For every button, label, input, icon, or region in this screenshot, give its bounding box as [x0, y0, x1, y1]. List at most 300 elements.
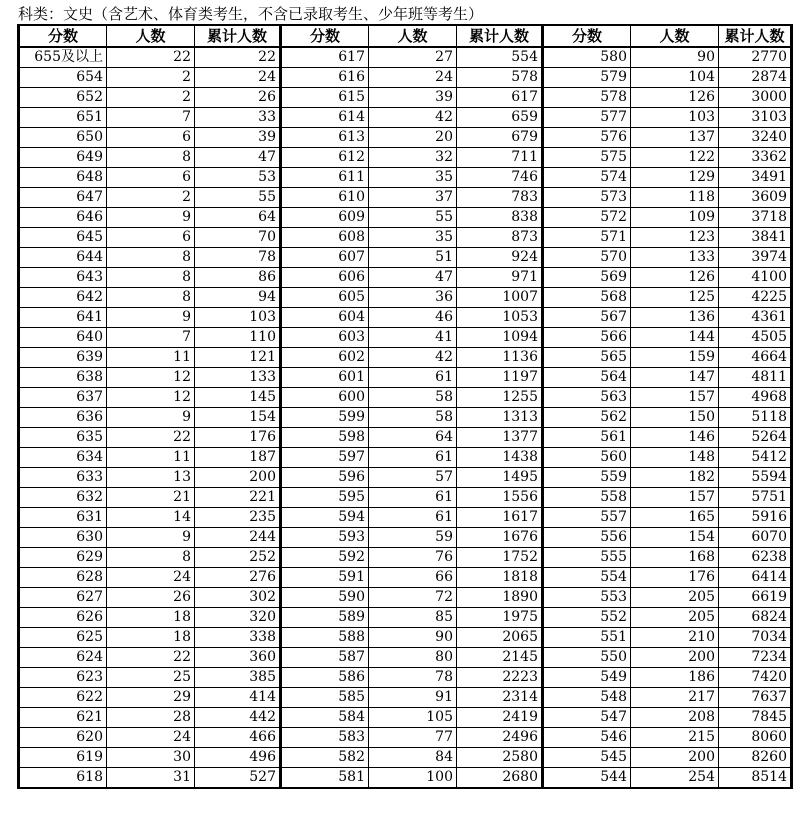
count-cell: 118: [631, 188, 719, 208]
table-row: [19, 368, 792, 388]
score-cell: 628: [19, 568, 107, 588]
score-cell: 594: [281, 508, 369, 528]
score-cell: 612: [281, 148, 369, 168]
count-cell: 147: [631, 368, 719, 388]
cumulative-cell: 7234: [719, 648, 792, 668]
column-header: 分数: [543, 25, 631, 47]
count-cell: 200: [631, 648, 719, 668]
cumulative-cell: 1136: [457, 348, 543, 368]
cumulative-cell: 385: [195, 668, 281, 688]
count-cell: 9: [107, 208, 195, 228]
count-cell: 24: [369, 68, 457, 88]
cumulative-cell: 3974: [719, 248, 792, 268]
cumulative-cell: 6619: [719, 588, 792, 608]
count-cell: 125: [631, 288, 719, 308]
score-cell: 624: [19, 648, 107, 668]
score-cell: 643: [19, 268, 107, 288]
score-distribution-table: [17, 24, 793, 789]
cumulative-cell: 4811: [719, 368, 792, 388]
cumulative-cell: 1556: [457, 488, 543, 508]
cumulative-cell: 276: [195, 568, 281, 588]
cumulative-cell: 1617: [457, 508, 543, 528]
cumulative-cell: 5264: [719, 428, 792, 448]
count-cell: 176: [631, 568, 719, 588]
score-cell: 576: [543, 128, 631, 148]
cumulative-cell: 2496: [457, 728, 543, 748]
count-cell: 25: [107, 668, 195, 688]
cumulative-cell: 221: [195, 488, 281, 508]
score-cell: 637: [19, 388, 107, 408]
score-cell: 565: [543, 348, 631, 368]
score-cell: 587: [281, 648, 369, 668]
count-cell: 109: [631, 208, 719, 228]
count-cell: 157: [631, 388, 719, 408]
score-cell: 607: [281, 248, 369, 268]
cumulative-cell: 5594: [719, 468, 792, 488]
score-cell: 613: [281, 128, 369, 148]
cumulative-cell: 5916: [719, 508, 792, 528]
score-cell: 603: [281, 328, 369, 348]
cumulative-cell: 2145: [457, 648, 543, 668]
score-cell: 546: [543, 728, 631, 748]
cumulative-cell: 4225: [719, 288, 792, 308]
cumulative-cell: 838: [457, 208, 543, 228]
cumulative-cell: 1975: [457, 608, 543, 628]
count-cell: 55: [369, 208, 457, 228]
count-cell: 7: [107, 328, 195, 348]
cumulative-cell: 6070: [719, 528, 792, 548]
count-cell: 215: [631, 728, 719, 748]
cumulative-cell: 6238: [719, 548, 792, 568]
score-cell: 650: [19, 128, 107, 148]
cumulative-cell: 7420: [719, 668, 792, 688]
header-row: [19, 25, 792, 47]
score-cell: 616: [281, 68, 369, 88]
count-cell: 42: [369, 348, 457, 368]
score-cell: 554: [543, 568, 631, 588]
table-row: [19, 268, 792, 288]
score-cell: 544: [543, 768, 631, 789]
score-cell: 654: [19, 68, 107, 88]
table-row: [19, 608, 792, 628]
count-cell: 136: [631, 308, 719, 328]
cumulative-cell: 187: [195, 448, 281, 468]
count-cell: 6: [107, 228, 195, 248]
cumulative-cell: 1890: [457, 588, 543, 608]
score-cell: 626: [19, 608, 107, 628]
column-header: 分数: [281, 25, 369, 47]
table-row: [19, 288, 792, 308]
table-row: [19, 68, 792, 88]
count-cell: 186: [631, 668, 719, 688]
score-cell: 557: [543, 508, 631, 528]
count-cell: 105: [369, 708, 457, 728]
score-cell: 573: [543, 188, 631, 208]
cumulative-cell: 527: [195, 768, 281, 789]
score-cell: 602: [281, 348, 369, 368]
cumulative-cell: 5412: [719, 448, 792, 468]
score-cell: 599: [281, 408, 369, 428]
cumulative-cell: 1495: [457, 468, 543, 488]
count-cell: 31: [107, 768, 195, 789]
count-cell: 90: [631, 47, 719, 68]
score-cell: 631: [19, 508, 107, 528]
count-cell: 18: [107, 628, 195, 648]
score-cell: 642: [19, 288, 107, 308]
table-row: [19, 208, 792, 228]
cumulative-cell: 3718: [719, 208, 792, 228]
cumulative-cell: 110: [195, 328, 281, 348]
count-cell: 21: [107, 488, 195, 508]
table-row: [19, 88, 792, 108]
score-cell: 581: [281, 768, 369, 789]
table-row: [19, 428, 792, 448]
score-cell: 635: [19, 428, 107, 448]
count-cell: 148: [631, 448, 719, 468]
cumulative-cell: 252: [195, 548, 281, 568]
cumulative-cell: 7845: [719, 708, 792, 728]
cumulative-cell: 8060: [719, 728, 792, 748]
score-cell: 579: [543, 68, 631, 88]
count-cell: 76: [369, 548, 457, 568]
cumulative-cell: 39: [195, 128, 281, 148]
score-cell: 589: [281, 608, 369, 628]
score-cell: 575: [543, 148, 631, 168]
count-cell: 122: [631, 148, 719, 168]
cumulative-cell: 1676: [457, 528, 543, 548]
score-cell: 562: [543, 408, 631, 428]
count-cell: 26: [107, 588, 195, 608]
score-cell: 600: [281, 388, 369, 408]
score-cell: 550: [543, 648, 631, 668]
score-cell: 574: [543, 168, 631, 188]
cumulative-cell: 4968: [719, 388, 792, 408]
column-header: 累计人数: [719, 25, 792, 47]
count-cell: 20: [369, 128, 457, 148]
score-cell: 549: [543, 668, 631, 688]
cumulative-cell: 554: [457, 47, 543, 68]
count-cell: 8: [107, 268, 195, 288]
score-cell: 651: [19, 108, 107, 128]
score-cell: 590: [281, 588, 369, 608]
table-row: [19, 168, 792, 188]
count-cell: 27: [369, 47, 457, 68]
cumulative-cell: 466: [195, 728, 281, 748]
cumulative-cell: 1438: [457, 448, 543, 468]
score-cell: 578: [543, 88, 631, 108]
score-cell: 598: [281, 428, 369, 448]
cumulative-cell: 414: [195, 688, 281, 708]
count-cell: 8: [107, 548, 195, 568]
count-cell: 137: [631, 128, 719, 148]
table-caption: 科类：文史（含艺术、体育类考生，不含已录取考生、少年班等考生）: [18, 5, 484, 23]
score-cell: 582: [281, 748, 369, 768]
score-cell: 556: [543, 528, 631, 548]
table-row: [19, 708, 792, 728]
count-cell: 182: [631, 468, 719, 488]
score-cell: 585: [281, 688, 369, 708]
cumulative-cell: 3240: [719, 128, 792, 148]
cumulative-cell: 64: [195, 208, 281, 228]
count-cell: 58: [369, 388, 457, 408]
score-cell: 617: [281, 47, 369, 68]
table-row: [19, 508, 792, 528]
cumulative-cell: 2770: [719, 47, 792, 68]
table-row: [19, 128, 792, 148]
table-row: [19, 148, 792, 168]
table-row: [19, 668, 792, 688]
score-cell: 639: [19, 348, 107, 368]
cumulative-cell: 1255: [457, 388, 543, 408]
cumulative-cell: 200: [195, 468, 281, 488]
score-cell: 545: [543, 748, 631, 768]
table-row: [19, 228, 792, 248]
column-header: 累计人数: [195, 25, 281, 47]
cumulative-cell: 145: [195, 388, 281, 408]
score-cell: 610: [281, 188, 369, 208]
count-cell: 14: [107, 508, 195, 528]
score-cell: 577: [543, 108, 631, 128]
cumulative-cell: 6824: [719, 608, 792, 628]
score-cell: 608: [281, 228, 369, 248]
table-row: [19, 328, 792, 348]
count-cell: 7: [107, 108, 195, 128]
count-cell: 6: [107, 128, 195, 148]
table-row: [19, 388, 792, 408]
cumulative-cell: 320: [195, 608, 281, 628]
score-cell: 604: [281, 308, 369, 328]
score-cell: 605: [281, 288, 369, 308]
score-cell: 552: [543, 608, 631, 628]
score-cell: 632: [19, 488, 107, 508]
count-cell: 85: [369, 608, 457, 628]
count-cell: 61: [369, 368, 457, 388]
cumulative-cell: 2065: [457, 628, 543, 648]
count-cell: 42: [369, 108, 457, 128]
score-cell: 566: [543, 328, 631, 348]
cumulative-cell: 2223: [457, 668, 543, 688]
score-cell: 564: [543, 368, 631, 388]
score-cell: 623: [19, 668, 107, 688]
table-row: [19, 688, 792, 708]
cumulative-cell: 711: [457, 148, 543, 168]
score-cell: 583: [281, 728, 369, 748]
cumulative-cell: 4664: [719, 348, 792, 368]
cumulative-cell: 78: [195, 248, 281, 268]
count-cell: 78: [369, 668, 457, 688]
count-cell: 2: [107, 188, 195, 208]
cumulative-cell: 6414: [719, 568, 792, 588]
score-cell: 569: [543, 268, 631, 288]
count-cell: 100: [369, 768, 457, 789]
cumulative-cell: 7637: [719, 688, 792, 708]
count-cell: 126: [631, 88, 719, 108]
score-cell: 597: [281, 448, 369, 468]
cumulative-cell: 1197: [457, 368, 543, 388]
cumulative-cell: 873: [457, 228, 543, 248]
count-cell: 61: [369, 488, 457, 508]
score-cell: 652: [19, 88, 107, 108]
score-cell: 627: [19, 588, 107, 608]
score-cell: 570: [543, 248, 631, 268]
cumulative-cell: 5751: [719, 488, 792, 508]
count-cell: 144: [631, 328, 719, 348]
count-cell: 217: [631, 688, 719, 708]
cumulative-cell: 1007: [457, 288, 543, 308]
cumulative-cell: 133: [195, 368, 281, 388]
cumulative-cell: 360: [195, 648, 281, 668]
count-cell: 159: [631, 348, 719, 368]
count-cell: 47: [369, 268, 457, 288]
table-row: [19, 47, 792, 68]
cumulative-cell: 3103: [719, 108, 792, 128]
cumulative-cell: 617: [457, 88, 543, 108]
cumulative-cell: 2419: [457, 708, 543, 728]
cumulative-cell: 55: [195, 188, 281, 208]
score-cell: 630: [19, 528, 107, 548]
count-cell: 30: [107, 748, 195, 768]
count-cell: 165: [631, 508, 719, 528]
count-cell: 64: [369, 428, 457, 448]
count-cell: 6: [107, 168, 195, 188]
cumulative-cell: 244: [195, 528, 281, 548]
cumulative-cell: 235: [195, 508, 281, 528]
table-row: [19, 548, 792, 568]
cumulative-cell: 1818: [457, 568, 543, 588]
cumulative-cell: 2580: [457, 748, 543, 768]
cumulative-cell: 3841: [719, 228, 792, 248]
count-cell: 46: [369, 308, 457, 328]
table-row: [19, 768, 792, 789]
count-cell: 126: [631, 268, 719, 288]
cumulative-cell: 1094: [457, 328, 543, 348]
count-cell: 37: [369, 188, 457, 208]
count-cell: 22: [107, 428, 195, 448]
score-cell: 584: [281, 708, 369, 728]
score-cell: 553: [543, 588, 631, 608]
count-cell: 2: [107, 88, 195, 108]
table-row: [19, 528, 792, 548]
score-cell: 591: [281, 568, 369, 588]
count-cell: 13: [107, 468, 195, 488]
score-cell: 568: [543, 288, 631, 308]
count-cell: 29: [107, 688, 195, 708]
cumulative-cell: 1377: [457, 428, 543, 448]
cumulative-cell: 4505: [719, 328, 792, 348]
table-row: [19, 648, 792, 668]
score-cell: 558: [543, 488, 631, 508]
score-cell: 571: [543, 228, 631, 248]
score-cell: 615: [281, 88, 369, 108]
score-cell: 561: [543, 428, 631, 448]
cumulative-cell: 47: [195, 148, 281, 168]
count-cell: 72: [369, 588, 457, 608]
table-row: [19, 408, 792, 428]
cumulative-cell: 8260: [719, 748, 792, 768]
score-cell: 609: [281, 208, 369, 228]
score-cell: 619: [19, 748, 107, 768]
cumulative-cell: 496: [195, 748, 281, 768]
table-body: [19, 47, 792, 788]
count-cell: 59: [369, 528, 457, 548]
table-row: [19, 248, 792, 268]
cumulative-cell: 442: [195, 708, 281, 728]
score-cell: 563: [543, 388, 631, 408]
count-cell: 91: [369, 688, 457, 708]
cumulative-cell: 5118: [719, 408, 792, 428]
score-cell: 601: [281, 368, 369, 388]
cumulative-cell: 3609: [719, 188, 792, 208]
count-cell: 58: [369, 408, 457, 428]
score-cell: 560: [543, 448, 631, 468]
count-cell: 39: [369, 88, 457, 108]
count-cell: 205: [631, 608, 719, 628]
cumulative-cell: 338: [195, 628, 281, 648]
count-cell: 9: [107, 408, 195, 428]
cumulative-cell: 4361: [719, 308, 792, 328]
count-cell: 90: [369, 628, 457, 648]
count-cell: 210: [631, 628, 719, 648]
cumulative-cell: 578: [457, 68, 543, 88]
cumulative-cell: 2680: [457, 768, 543, 789]
score-cell: 634: [19, 448, 107, 468]
count-cell: 8: [107, 148, 195, 168]
score-cell: 655及以上: [19, 47, 107, 68]
score-cell: 633: [19, 468, 107, 488]
score-cell: 611: [281, 168, 369, 188]
cumulative-cell: 121: [195, 348, 281, 368]
cumulative-cell: 1313: [457, 408, 543, 428]
cumulative-cell: 86: [195, 268, 281, 288]
count-cell: 254: [631, 768, 719, 789]
cumulative-cell: 3000: [719, 88, 792, 108]
score-cell: 640: [19, 328, 107, 348]
score-cell: 620: [19, 728, 107, 748]
cumulative-cell: 971: [457, 268, 543, 288]
score-cell: 629: [19, 548, 107, 568]
count-cell: 51: [369, 248, 457, 268]
cumulative-cell: 746: [457, 168, 543, 188]
score-cell: 625: [19, 628, 107, 648]
count-cell: 208: [631, 708, 719, 728]
count-cell: 205: [631, 588, 719, 608]
count-cell: 80: [369, 648, 457, 668]
count-cell: 9: [107, 308, 195, 328]
cumulative-cell: 53: [195, 168, 281, 188]
count-cell: 168: [631, 548, 719, 568]
column-header: 人数: [107, 25, 195, 47]
count-cell: 8: [107, 248, 195, 268]
score-cell: 586: [281, 668, 369, 688]
cumulative-cell: 154: [195, 408, 281, 428]
cumulative-cell: 302: [195, 588, 281, 608]
table-row: [19, 488, 792, 508]
table-row: [19, 108, 792, 128]
table-row: [19, 308, 792, 328]
cumulative-cell: 1752: [457, 548, 543, 568]
count-cell: 28: [107, 708, 195, 728]
count-cell: 57: [369, 468, 457, 488]
score-cell: 636: [19, 408, 107, 428]
score-cell: 580: [543, 47, 631, 68]
table-row: [19, 348, 792, 368]
count-cell: 146: [631, 428, 719, 448]
count-cell: 24: [107, 568, 195, 588]
count-cell: 154: [631, 528, 719, 548]
cumulative-cell: 176: [195, 428, 281, 448]
count-cell: 84: [369, 748, 457, 768]
cumulative-cell: 22: [195, 47, 281, 68]
